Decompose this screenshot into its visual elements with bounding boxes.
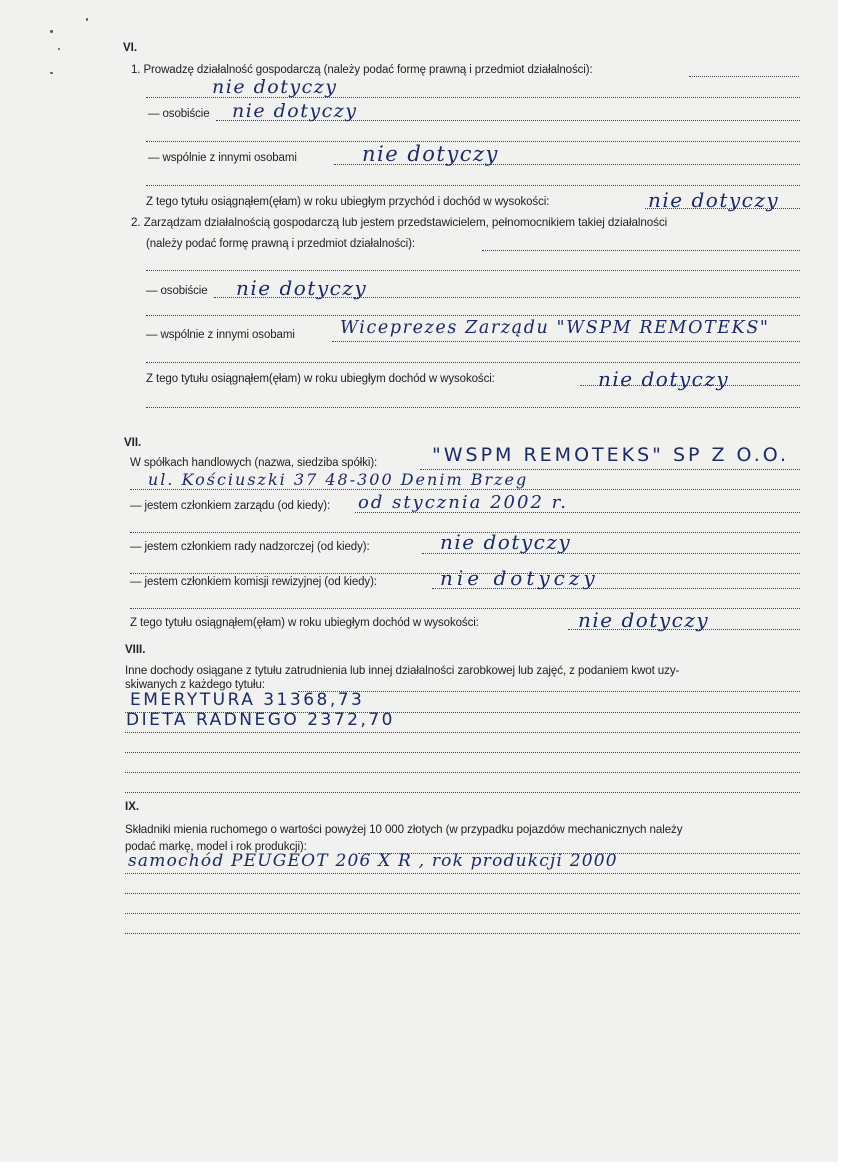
dotted-line	[125, 933, 800, 934]
dotted-line	[125, 772, 800, 773]
vi-q2-wspolnie-answer: Wiceprezes Zarządu "WSPM REMOTEKS"	[340, 318, 770, 338]
viii-label-line2: skiwanych z każdego tytułu:	[125, 679, 265, 691]
dotted-line	[146, 185, 800, 186]
dotted-line	[125, 792, 800, 793]
vii-komisja-answer: nie dotyczy	[440, 566, 599, 590]
vi-wspolnie-label: — wspólnie z innymi osobami	[148, 152, 297, 164]
vii-spolki-label: W spółkach handlowych (nazwa, siedziba spółki):	[130, 457, 378, 469]
section-ix-heading: IX.	[125, 801, 140, 813]
dotted-line	[482, 250, 800, 251]
dotted-line	[146, 362, 800, 363]
vi-q1-label: 1. Prowadzę działalność gospodarczą (należy podać formę prawną i przedmiot działalności):	[131, 64, 593, 76]
viii-answer-line1: EMERYTURA 31368,73	[130, 690, 365, 710]
vi-q2-income-answer: nie dotyczy	[598, 367, 730, 391]
vi-q2-osobiscie-answer: nie dotyczy	[236, 276, 368, 300]
vi-q2-osobiscie-label: — osobiście	[146, 285, 208, 297]
vii-income-answer: nie dotyczy	[578, 608, 710, 632]
dotted-line	[689, 76, 799, 77]
vi-osobiscie-answer: nie dotyczy	[232, 100, 358, 122]
vi-q2-label-line1: 2. Zarządzam działalnością gospodarczą lub jestem przedstawicielem, pełnomocnikiem takiej działalności	[131, 216, 668, 229]
vi-q2-income-label: Z tego tytułu osiągnąłem(ęłam) w roku ubiegłym dochód w wysokości:	[146, 373, 495, 385]
dotted-line	[125, 873, 800, 874]
vi-q1-answer: nie dotyczy	[212, 76, 338, 98]
dotted-line	[130, 489, 800, 490]
section-viii-heading: VIII.	[125, 644, 146, 656]
section-vi-heading: VI.	[123, 42, 138, 54]
section-vii-heading: VII.	[124, 437, 142, 449]
vi-income-label: Z tego tytułu osiągnąłem(ęłam) w roku ubiegłym przychód i dochód w wysokości:	[146, 196, 550, 208]
dotted-line	[146, 315, 800, 316]
scan-edge-bottom	[0, 1162, 849, 1168]
scan-speck	[58, 48, 60, 50]
dotted-line	[298, 691, 800, 692]
dotted-line	[146, 270, 800, 271]
vii-rada-answer: nie dotyczy	[440, 530, 572, 554]
dotted-line	[125, 913, 800, 914]
vi-q2-wspolnie-label: — wspólnie z innymi osobami	[146, 329, 295, 341]
scan-speck	[86, 18, 88, 21]
vi-q2-label-line2: (należy podać formę prawną i przedmiot działalności):	[146, 238, 415, 250]
ix-label-line2: podać markę, model i rok produkcji):	[125, 841, 307, 853]
ix-answer: samochód PEUGEOT 206 X R , rok produkcji 2000	[128, 851, 618, 871]
vi-osobiscie-label: — osobiście	[148, 108, 210, 120]
vi-wspolnie-answer: nie dotyczy	[362, 142, 499, 166]
viii-label-line1: Inne dochody osiągane z tytułu zatrudnienia lub innej działalności zarobkowej lub zajęć, z podaniem kwot uzy-	[125, 664, 680, 677]
dotted-line	[125, 752, 800, 753]
vii-zarzad-answer: od stycznia 2002 r.	[358, 492, 568, 513]
vi-income-answer: nie dotyczy	[648, 188, 780, 212]
ix-label-line1: Składniki mienia ruchomego o wartości powyżej 10 000 złotych (w przypadku pojazdów mechanicznych należy	[125, 823, 683, 836]
dotted-line	[146, 407, 800, 408]
vii-spolki-answer-line1: "WSPM REMOTEKS" SP Z O.O.	[432, 444, 790, 466]
dotted-line	[125, 732, 800, 733]
vii-income-label: Z tego tytułu osiągnąłem(ęłam) w roku ubiegłym dochód w wysokości:	[130, 617, 479, 629]
vii-zarzad-label: — jestem członkiem zarządu (od kiedy):	[130, 500, 331, 512]
scan-edge-right	[838, 0, 849, 1168]
scan-speck	[50, 30, 53, 33]
dotted-line	[332, 341, 800, 342]
vii-spolki-answer-line2: ul. Kościuszki 37 48-300 Denim Brzeg	[148, 470, 529, 489]
viii-answer-line2: DIETA RADNEGO 2372,70	[126, 710, 396, 730]
dotted-line	[125, 893, 800, 894]
vii-komisja-label: — jestem członkiem komisji rewizyjnej (od kiedy):	[130, 576, 377, 588]
vii-rada-label: — jestem członkiem rady nadzorczej (od kiedy):	[130, 541, 370, 553]
scan-speck	[50, 72, 53, 74]
